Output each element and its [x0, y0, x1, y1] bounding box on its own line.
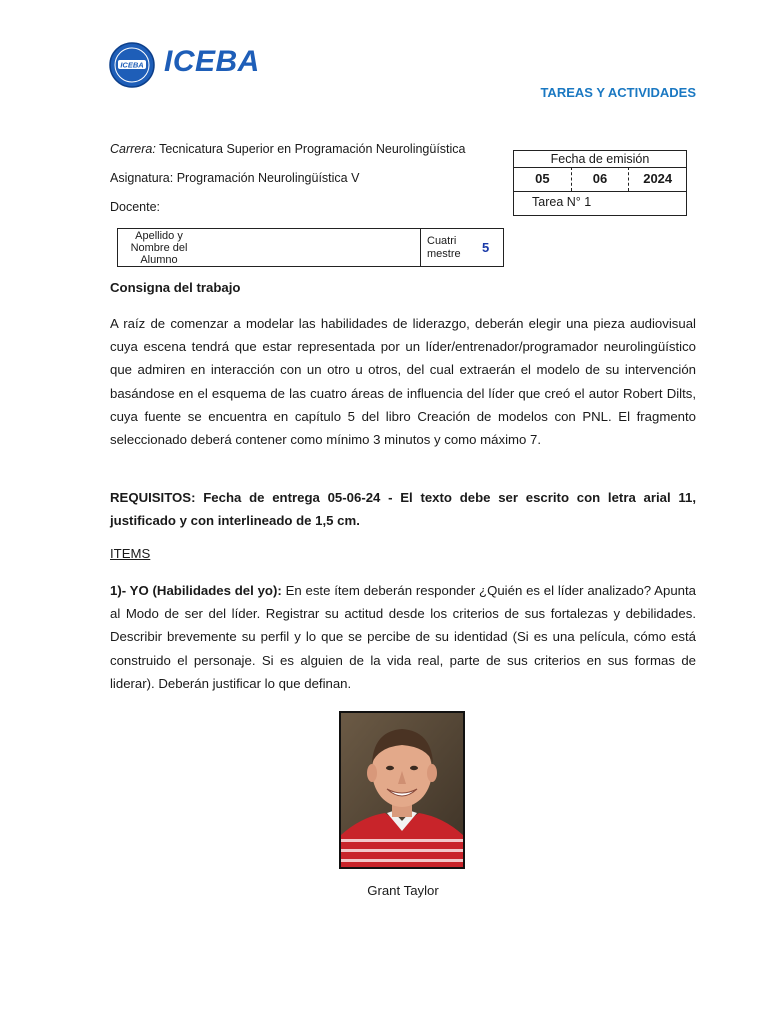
page-title: TAREAS Y ACTIVIDADES [540, 85, 696, 100]
cuatrimestre-label: Cuatri mestre [427, 235, 461, 260]
asignatura-line: Asignatura: Programación Neurolingüística V [110, 171, 360, 185]
consigna-body: A raíz de comenzar a modelar las habilidades de liderazgo, deberán elegir una pieza audiovisual cuya escena tendrá que estar representada por un líder/entrenador/programador neurolingüístico que admiren en interacción con un otro u otros, del cual extraerán el modelo de su intervención basándose en el esquema de las cuatro áreas de influencia del líder que creó el autor Robert Dilts, cuya fuente se encuentra en capítulo 5 del libro Creación de modelos con PNL. El fragmento seleccionado deberá contener como mínimo 3 minutos y como máximo 7. [110, 316, 696, 448]
carrera-value: Tecnicatura Superior en Programación Neurolingüística [155, 142, 466, 156]
photo-caption: Grant Taylor [367, 883, 439, 898]
carrera-label: Carrera: [110, 142, 156, 156]
fecha-month: 06 [571, 167, 629, 191]
carrera-line [110, 142, 466, 156]
seal-text: ICEBA [120, 60, 144, 70]
logo-seal [109, 42, 155, 88]
alumno-box [117, 228, 504, 267]
docente-line: Docente: [110, 200, 161, 214]
logo-wordmark: ICEBA [164, 45, 260, 78]
item-yo-heading: 1)- YO (Habilidades del yo): [110, 583, 282, 598]
fecha-title: Fecha de emisión [514, 151, 686, 168]
item-yo-body: En este ítem deberán responder ¿Quién es el líder analizado? Apunta al Modo de ser del líder. Registrar su actitud desde los criterios de sus fortalezas y debilidades. Describir brevemente su perfil y lo que se percibe de su identidad (Si es una película, cómo está construido el personaje. Si es alguien de la vida real, parte de sus criterios en sus formas de liderar). Deberán justificar lo que definan. [110, 583, 696, 691]
requisitos-paragraph: REQUISITOS: Fecha de entrega 05-06-24 - El texto debe ser escrito con letra arial 11, justificado y con interlineado de 1,5 cm. [110, 490, 696, 529]
fecha-day: 05 [535, 171, 550, 186]
fecha-box [513, 150, 687, 216]
fecha-row [514, 167, 686, 192]
portrait-photo [339, 711, 465, 869]
fecha-year: 2024 [628, 167, 686, 191]
item-yo [110, 579, 696, 695]
alumno-label: Apellido y Nombre del Alumno [130, 230, 188, 266]
alumno-divider [420, 229, 421, 266]
consigna-title: Consigna del trabajo [110, 280, 241, 295]
cuatrimestre-value: 5 [482, 240, 490, 255]
items-title: ITEMS [110, 546, 151, 561]
tarea-label: Tarea N° 1 [532, 195, 592, 209]
